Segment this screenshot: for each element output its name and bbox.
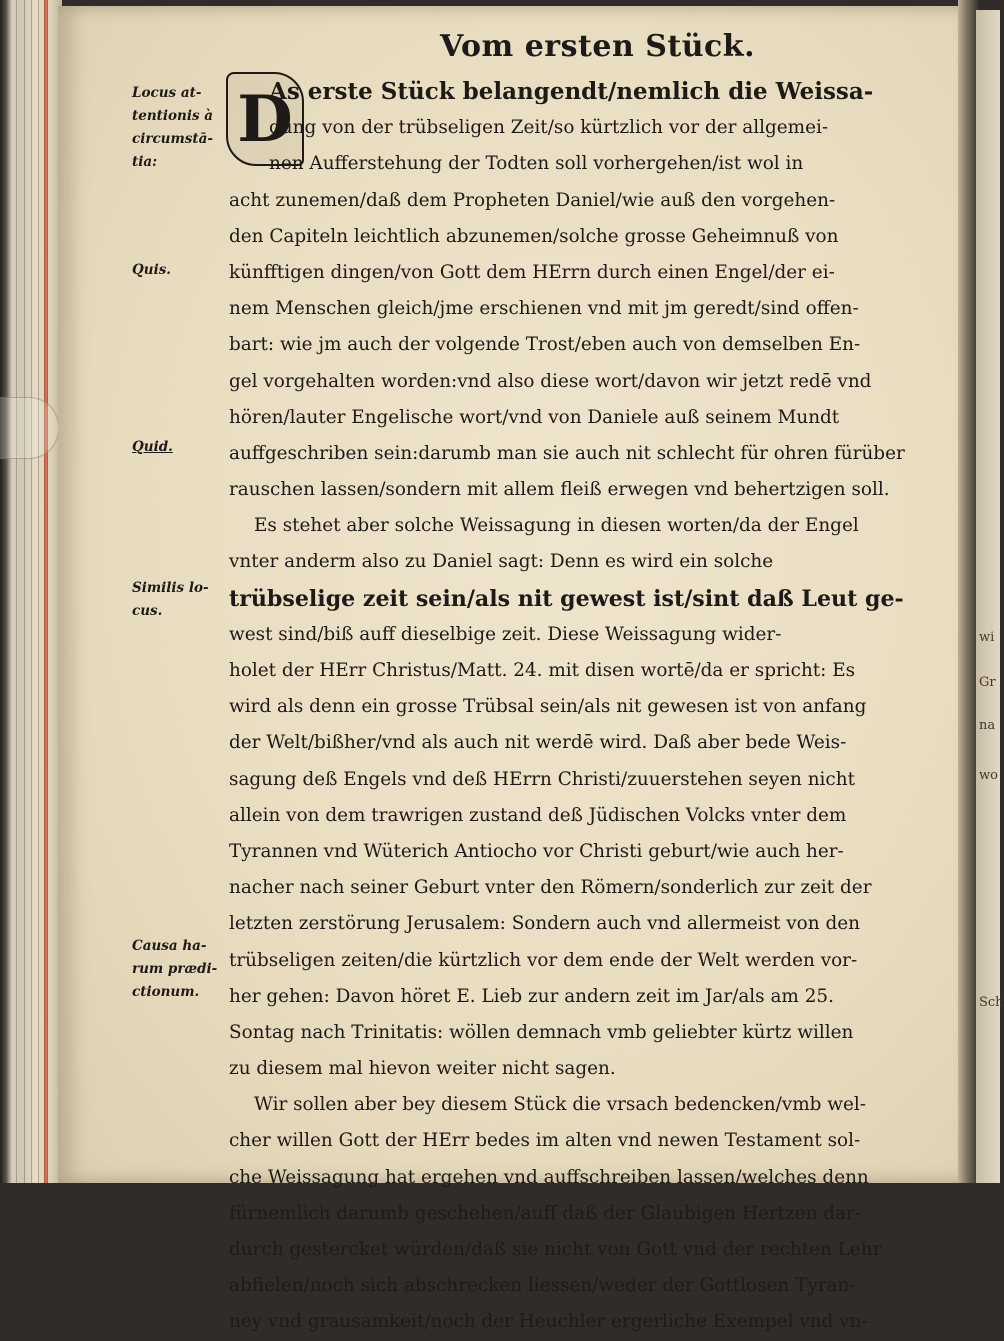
facing-page-fragment: wo: [979, 768, 998, 783]
margin-note-similis: Similis lo- cus.: [132, 580, 209, 619]
text-line: trübselige zeit sein/als nit gewest ist/sint daß Leut ge-: [229, 585, 904, 612]
text-line: west sind/biß auff dieselbige zeit. Diese Weissagung wider-: [229, 623, 782, 645]
facing-page-fragment: wi: [979, 630, 995, 645]
facing-page-fragment: Gr: [979, 675, 996, 690]
text-line: wird als denn ein grosse Trübsal sein/als nit gewesen ist von anfang: [229, 696, 867, 718]
text-line: durch gestercket würden/daß sie nicht von Gott vnd der rechten Lehr: [229, 1239, 882, 1260]
text-line: cher willen Gott der HErr bedes im alten vnd newen Testament sol-: [229, 1130, 861, 1152]
text-line: allein von dem trawrigen zustand deß Jüdischen Volcks vnter dem: [229, 804, 847, 826]
margin-note-causa: Causa ha- rum prædi- ctionum.: [132, 938, 218, 1000]
text-line: letzten zerstörung Jerusalem: Sondern auch vnd allermeist von den: [229, 913, 860, 935]
text-line: nen Aufferstehung der Todten soll vorhergehen/ist wol in: [269, 153, 804, 175]
decorated-initial: D: [226, 72, 304, 166]
text-line: rauschen lassen/sondern mit allem fleiß erwegen vnd behertzigen soll.: [229, 479, 890, 501]
margin-note-quis: Quis.: [132, 262, 172, 278]
text-line: hören/lauter Engelische wort/vnd von Daniele auß seinem Mundt: [229, 406, 840, 428]
text-line: holet der HErr Christus/Matt. 24. mit disen wortē/da er spricht: Es: [229, 660, 856, 681]
facing-page-fragment: Sch: [979, 995, 1004, 1010]
text-line: nem Menschen gleich/jme erschienen vnd mit jm geredt/sind offen-: [229, 298, 859, 320]
running-head: Vom ersten Stück.: [440, 29, 756, 64]
body-text: [229, 74, 911, 1341]
text-line: gel vorgehalten worden:vnd also diese wort/davon wir jetzt redē vnd: [229, 370, 872, 392]
text-line: Es stehet aber solche Weissagung in diesen worten/da der Engel: [254, 515, 859, 537]
text-line: Sontag nach Trinitatis: wöllen demnach vmb geliebter kürtz willen: [229, 1021, 854, 1043]
text-line: bart: wie jm auch der volgende Trost/eben auch von demselben En-: [229, 334, 861, 356]
text-line: auffgeschriben sein:darumb man sie auch nit schlecht für ohren fürüber: [229, 442, 905, 464]
book-gutter: [958, 0, 978, 1183]
text-line: trübseligen zeiten/die kürtzlich vor dem ende der Welt werden vor-: [229, 949, 858, 971]
text-line: sagung deß Engels vnd deß HErrn Christi/zuuerstehen seyen nicht: [229, 768, 855, 790]
text-line: den Capiteln leichtlich abzunemen/solche grosse Geheimnuß von: [229, 225, 839, 247]
text-line: che Weissagung hat ergehen vnd auffschreiben lassen/welches denn: [229, 1166, 869, 1188]
text-line: ney vnd grausamkeit/noch der Heuchler ergerliche Exempel vnd vn-: [229, 1311, 868, 1333]
text-line: vnter anderm also zu Daniel sagt: Denn es wird ein solche: [229, 551, 774, 573]
text-line: nacher nach seiner Geburt vnter den Römern/sonderlich zur zeit der: [229, 877, 872, 899]
bookmark-tab: [0, 397, 59, 459]
facing-page-edge: [976, 10, 1004, 1183]
text-line: her gehen: Davon höret E. Lieb zur andern zeit im Jar/als am 25.: [229, 985, 834, 1007]
text-line: fürnemlich darumb geschehen/auff daß der Glaubigen Hertzen dar-: [229, 1202, 862, 1224]
margin-note-locus: Locus at- tentionis à circumstā- tia:: [132, 85, 213, 170]
text-line: gung von der trübseligen Zeit/so kürtzlich vor der allgemei-: [269, 117, 829, 139]
facing-page-fragment: na: [979, 718, 996, 733]
text-line: Tyrannen vnd Wüterich Antiocho vor Christi geburt/wie auch her-: [229, 840, 844, 862]
text-line: As erste Stück belangendt/nemlich die Weissa-: [269, 78, 874, 105]
text-line: zu diesem mal hievon weiter nicht sagen.: [229, 1058, 616, 1080]
red-page-edge: [44, 0, 48, 1183]
text-line: abfielen/noch sich abschrecken liessen/weder der Gottlosen Tyran-: [229, 1275, 856, 1297]
text-line: künfftigen dingen/von Gott dem HErrn durch einen Engel/der ei-: [229, 261, 835, 283]
page-stack-edge: [0, 0, 62, 1183]
text-line: der Welt/bißher/vnd als auch nit werdē wird. Daß aber bede Weis-: [229, 732, 847, 754]
margin-note-quid: Quid.: [132, 439, 173, 455]
text-line: Wir sollen aber bey diesem Stück die vrsach bedencken/vmb wel-: [254, 1094, 867, 1116]
text-line: acht zunemen/daß dem Propheten Daniel/wie auß den vorgehen-: [229, 189, 836, 211]
